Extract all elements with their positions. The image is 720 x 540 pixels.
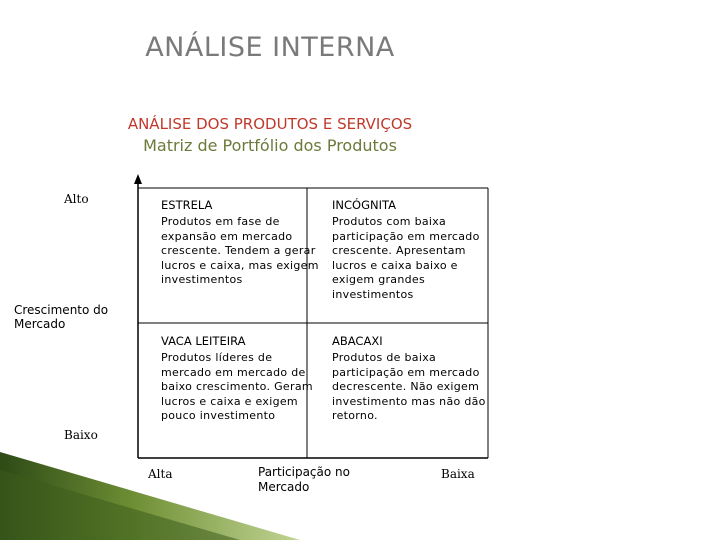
quadrant-vaca-leiteira [161, 334, 323, 424]
slide-subtitle: ANÁLISE DOS PRODUTOS E SERVIÇOS [127, 115, 413, 133]
y-axis-title: Crescimento do Mercado [14, 303, 109, 331]
y-axis-high-label: Alto [64, 192, 89, 206]
quadrant-title: VACA LEITEIRA [161, 334, 246, 348]
y-axis-low-label: Baixo [64, 428, 98, 442]
x-axis-low-label: Baixa [441, 467, 475, 481]
quadrant-description: Produtos de baixa participação em mercado decrescente. Não exigem investimento mas não dão retorno. [332, 351, 486, 423]
slide-title: ANÁLISE INTERNA [145, 32, 395, 63]
quadrant-estrela [161, 198, 323, 288]
x-axis-high-label: Alta [148, 467, 173, 481]
quadrant-title: ABACAXI [332, 334, 383, 348]
quadrant-description: Produtos com baixa participação em mercado crescente. Apresentam lucros e caixa baixo e exigem grandes investimentos [332, 215, 480, 301]
matrix-subtitle: Matriz de Portfólio dos Produtos [143, 136, 397, 155]
x-axis-title: Participação no Mercado [258, 465, 350, 494]
quadrant-title: INCÓGNITA [332, 198, 396, 212]
y-axis-arrowhead [134, 174, 142, 184]
quadrant-abacaxi [332, 334, 494, 424]
quadrant-description: Produtos líderes de mercado em mercado de baixo crescimento. Geram lucros e caixa e exigem pouco investimento [161, 351, 313, 423]
quadrant-incognita [332, 198, 494, 303]
quadrant-description: Produtos em fase de expansão em mercado crescente. Tendem a gerar lucros e caixa, mas exigem investimentos [161, 215, 319, 287]
quadrant-title: ESTRELA [161, 198, 213, 212]
